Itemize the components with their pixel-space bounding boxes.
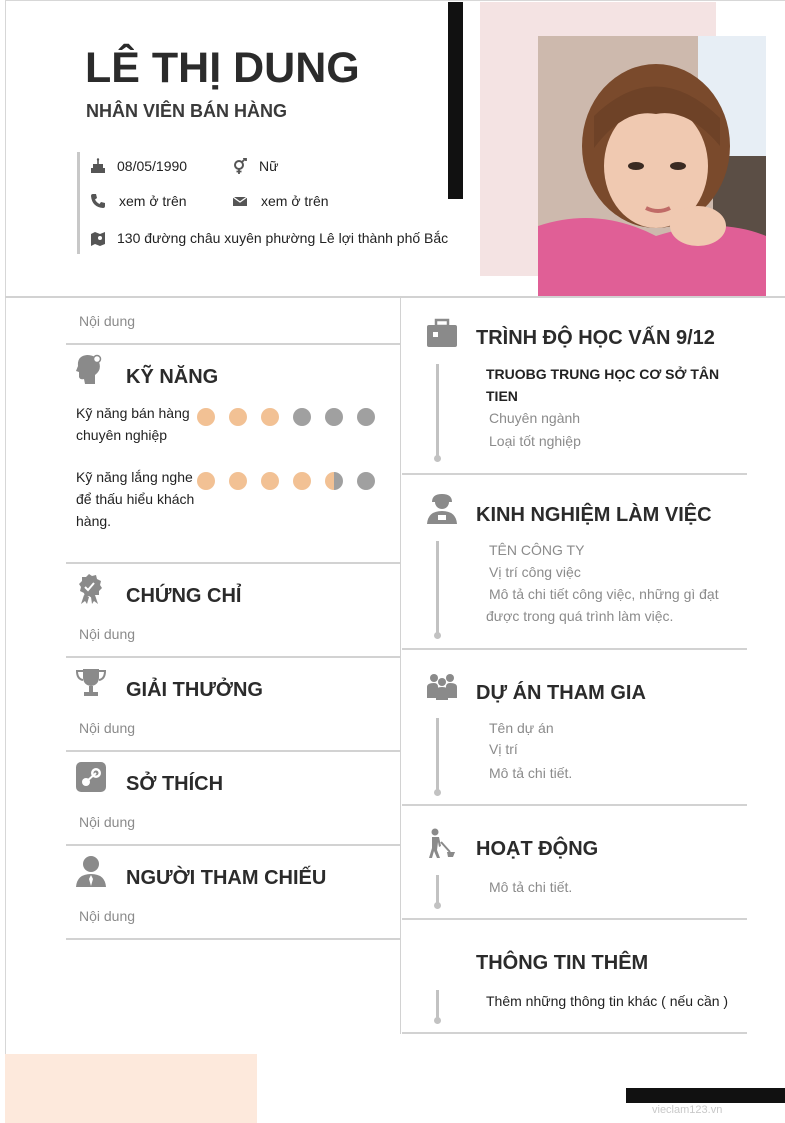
rating-dot — [325, 408, 343, 426]
section-divider — [402, 804, 747, 806]
rating-dot — [325, 472, 343, 490]
activities-desc: Mô tả chi tiết. — [489, 879, 573, 895]
section-divider — [66, 343, 400, 345]
rating-dot — [293, 472, 311, 490]
skill-name: Kỹ năng bán hàng chuyên nghiệp — [76, 405, 190, 443]
skill-rating — [197, 472, 375, 490]
email-row — [232, 193, 329, 209]
briefcase-icon — [426, 318, 458, 350]
volunteer-icon — [426, 828, 458, 860]
address-text: 130 đường châu xuyên phường Lê lợi thành phố Bắc — [117, 230, 449, 246]
section-divider — [402, 648, 747, 650]
activities-timeline — [436, 875, 439, 905]
awards-content: Nội dung — [79, 720, 136, 736]
section-divider — [66, 562, 400, 564]
education-timeline — [436, 364, 439, 458]
experience-timeline — [436, 541, 439, 635]
column-divider — [400, 298, 401, 1034]
project-desc: Mô tả chi tiết. — [489, 765, 573, 781]
job-title: NHÂN VIÊN BÁN HÀNG — [86, 101, 288, 121]
references-content: Nội dung — [79, 908, 136, 924]
peach-decor-block — [5, 1054, 257, 1123]
certificate-icon — [75, 573, 107, 605]
project-name: Tên dự án — [489, 720, 554, 736]
skills-title: KỸ NĂNG — [126, 366, 219, 388]
birthday-row — [90, 158, 187, 174]
objective-placeholder: Nội dung — [79, 313, 136, 329]
grade-text: Loại tốt nghiệp — [489, 433, 581, 449]
team-icon — [426, 670, 458, 702]
gender-icon — [232, 158, 250, 174]
rating-dot — [261, 408, 279, 426]
section-divider — [402, 918, 747, 920]
more-info-title: THÔNG TIN THÊM — [476, 952, 649, 974]
section-divider — [66, 656, 400, 658]
projects-title: DỰ ÁN THAM GIA — [476, 682, 646, 704]
steam-icon — [75, 761, 107, 793]
awards-title: GIẢI THƯỞNG — [126, 679, 263, 701]
references-title: NGƯỜI THAM CHIẾU — [126, 867, 327, 889]
gender-text: Nữ — [259, 158, 279, 174]
project-position: Vị trí — [489, 741, 518, 757]
education-title: TRÌNH ĐỘ HỌC VẤN 9/12 — [476, 327, 715, 349]
email-text: xem ở trên — [261, 193, 329, 209]
rating-dot — [197, 472, 215, 490]
brain-icon — [75, 353, 107, 385]
section-divider — [66, 844, 400, 846]
gender-row — [232, 158, 278, 174]
header-divider — [5, 296, 785, 298]
hobbies-content: Nội dung — [79, 814, 136, 830]
major-text: Chuyên ngành — [489, 410, 581, 426]
bottom-decor-bar — [626, 1088, 785, 1103]
experience-desc: Mô tả chi tiết công việc, những gì đạt — [489, 586, 719, 602]
section-divider — [66, 938, 400, 940]
trophy-icon — [75, 667, 107, 699]
phone-row — [90, 193, 187, 209]
map-icon — [90, 230, 108, 246]
profile-photo — [538, 36, 766, 296]
phone-text: xem ở trên — [119, 193, 187, 209]
section-divider — [402, 1032, 747, 1034]
company-name: TÊN CÔNG TY — [489, 542, 585, 558]
contact-accent-line — [77, 152, 80, 254]
school-name: TRUOBG TRUNG HỌC CƠ SỞ TÂN TIEN — [486, 366, 720, 404]
black-decor-bar — [448, 2, 463, 199]
phone-icon — [90, 193, 108, 209]
certificates-title: CHỨNG CHỈ — [126, 585, 242, 607]
person-icon — [75, 855, 107, 887]
cake-icon — [90, 158, 108, 174]
experience-desc: được trong quá trình làm việc. — [486, 608, 674, 624]
rating-dot — [261, 472, 279, 490]
position-text: Vị trí công việc — [489, 564, 581, 580]
address-row — [90, 230, 448, 246]
worker-icon — [426, 493, 458, 525]
candidate-name: LÊ THỊ DUNG — [85, 44, 360, 92]
more-info-desc: Thêm những thông tin khác ( nếu cần ) — [486, 993, 729, 1009]
watermark: vieclam123.vn — [652, 1104, 723, 1116]
more-info-timeline — [436, 990, 439, 1020]
section-divider — [66, 750, 400, 752]
activities-title: HOẠT ĐỘNG — [476, 838, 599, 860]
experience-title: KINH NGHIỆM LÀM VIỆC — [476, 504, 712, 526]
skill-name: Kỹ năng lắng nghe để thấu hiểu khách hàng. — [76, 469, 195, 529]
section-divider — [402, 473, 747, 475]
rating-dot — [229, 472, 247, 490]
skill-rating — [197, 408, 375, 426]
mail-icon — [232, 193, 250, 209]
rating-dot — [357, 408, 375, 426]
rating-dot — [293, 408, 311, 426]
rating-dot — [357, 472, 375, 490]
rating-dot — [197, 408, 215, 426]
projects-timeline — [436, 718, 439, 792]
rating-dot — [229, 408, 247, 426]
hobbies-title: SỞ THÍCH — [126, 773, 224, 795]
certificates-content: Nội dung — [79, 626, 136, 642]
birthday-text: 08/05/1990 — [117, 158, 188, 174]
